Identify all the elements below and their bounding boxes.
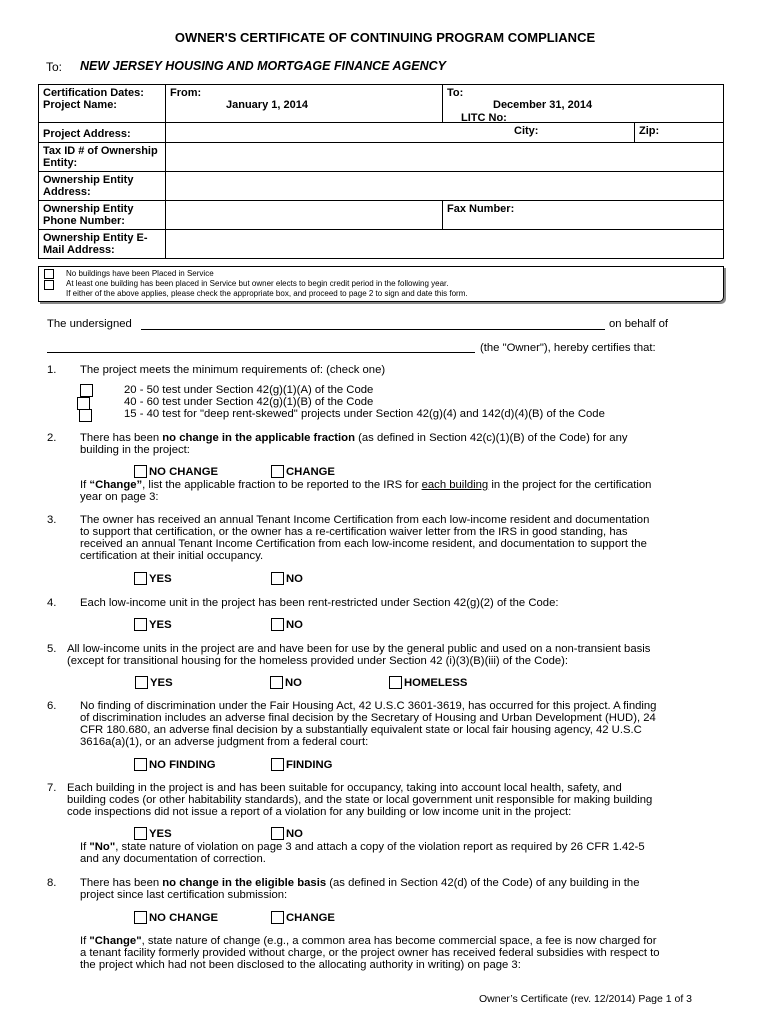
undersigned-label: The undersigned: [47, 318, 132, 330]
item-2-note-post: in the project for the certification: [488, 479, 652, 491]
owner-email-label: Ownership Entity E-Mail Address:: [39, 230, 166, 259]
test-15-40-label: 15 - 40 test for "deep rent-skewed" projects under Section 42(g)(4) and 142(d)(4)(B) of the Code: [124, 408, 605, 420]
basis-change-label: CHANGE: [286, 912, 335, 924]
owner-phone-field[interactable]: [166, 201, 443, 230]
item-5-line-2: (except for transitional housing for the homeless provided under Section 42 (i)(3)(B)(iii) of the Code):: [67, 655, 569, 667]
item-8-note-bold: "Change": [89, 935, 142, 947]
item-2-text: [80, 432, 720, 444]
no-finding-label: NO FINDING: [149, 759, 216, 771]
fraction-no-change-checkbox[interactable]: [134, 465, 147, 478]
item-8-post: (as defined in Section 42(d) of the Code) of any building in the: [326, 877, 640, 889]
from-date-field[interactable]: [166, 85, 443, 123]
rent-restricted-yes-label: YES: [149, 619, 172, 631]
owner-address-label: Ownership Entity Address:: [39, 172, 166, 201]
notice-line-2: At least one building has been placed in Service but owner elects to begin credit period in the following year.: [66, 279, 449, 288]
item-8-number: 8.: [47, 877, 57, 889]
item-2-note-line-2: year on page 3:: [80, 491, 159, 503]
test-15-40-checkbox[interactable]: [79, 409, 92, 422]
item-8-bold: no change in the eligible basis: [162, 877, 327, 889]
item-8-note-if: If: [80, 935, 90, 947]
item-5-line-1: All low-income units in the project are and have been for use by the general public and used on a non-transient basis: [67, 643, 651, 655]
fraction-change-checkbox[interactable]: [271, 465, 284, 478]
item-6-number: 6.: [47, 700, 57, 712]
agency-name: NEW JERSEY HOUSING AND MORTGAGE FINANCE AGENCY: [80, 59, 447, 73]
item-2-note-if: If: [80, 479, 90, 491]
item-8-pre: There has been: [80, 877, 163, 889]
placed-in-service-notice: [38, 266, 724, 302]
fraction-no-change-label: NO CHANGE: [149, 466, 219, 478]
rent-restricted-yes-checkbox[interactable]: [134, 618, 147, 631]
item-6-line-3: CFR 180.680, an adverse final decision by a substantially equivalent state or local fair housing agency, 42 U.S.C: [80, 724, 642, 736]
page-title: OWNER'S CERTIFICATE OF CONTINUING PROGRAM COMPLIANCE: [174, 30, 596, 45]
item-8-note-line-2: a tenant facility formerly provided without charge, or the project owner has received federal subsidies with respect to: [80, 947, 660, 959]
suitable-no-label: NO: [286, 828, 303, 840]
to-date-label: To:: [447, 87, 464, 99]
owner-phone-label: Ownership Entity Phone Number:: [39, 201, 166, 230]
item-8-line-2: project since last certification submission:: [80, 889, 288, 901]
page-footer: Owner’s Certificate (rev. 12/2014) Page 1 of 3: [479, 993, 693, 1005]
item-6-line-2: of discrimination includes an adverse final decision by the Secretary of Housing and Urban Development (HUD), 24: [80, 712, 656, 724]
item-7-line-3: code inspections did not issue a report of a violation for any building or low income unit in the project:: [67, 806, 572, 818]
item-5-number: 5.: [47, 643, 57, 655]
public-use-no-label: NO: [285, 677, 302, 689]
owner-name-line[interactable]: [47, 341, 475, 353]
item-6-line-1: No finding of discrimination under the Fair Housing Act, 42 U.S.C 3601-3619, has occurred for this project. A finding: [80, 700, 657, 712]
public-use-no-checkbox[interactable]: [270, 676, 283, 689]
project-name-label: Project Name:: [43, 99, 117, 111]
rent-restricted-no-checkbox[interactable]: [271, 618, 284, 631]
tax-id-label: Tax ID # of Ownership Entity:: [39, 143, 166, 172]
tic-yes-checkbox[interactable]: [134, 572, 147, 585]
item-8-note: [80, 935, 730, 947]
item-2-post: (as defined in Section 42(c)(1)(B) of the Code) for any: [355, 432, 628, 444]
on-behalf-label: on behalf of: [609, 318, 669, 330]
homeless-checkbox[interactable]: [389, 676, 402, 689]
cert-dates-label: [39, 85, 166, 123]
test-40-60-label: 40 - 60 test under Section 42(g)(1)(B) of the Code: [124, 396, 374, 408]
notice-line-1: No buildings have been Placed in Service: [66, 269, 214, 278]
item-7-note-bold: "No": [89, 841, 116, 853]
city-label: City:: [514, 125, 539, 137]
tic-yes-label: YES: [149, 573, 172, 585]
homeless-label: HOMELESS: [404, 677, 468, 689]
item-7-note-line-2: and any documentation of correction.: [80, 853, 266, 865]
finding-checkbox[interactable]: [271, 758, 284, 771]
suitable-yes-checkbox[interactable]: [134, 827, 147, 840]
item-2-bold: no change in the applicable fraction: [162, 432, 355, 444]
fax-field[interactable]: [443, 201, 724, 230]
item-2-note-bold: “Change”: [89, 479, 143, 491]
item-3-line-3: received an annual Tenant Income Certification from each low-income resident, and documentation to support the: [80, 538, 647, 550]
zip-label: Zip:: [639, 125, 660, 137]
to-date-value: December 31, 2014: [493, 99, 593, 111]
zip-field[interactable]: [635, 123, 724, 143]
project-info-table: [38, 84, 724, 259]
item-7-line-1: Each building in the project is and has been suitable for occupancy, taking into account local health, safety, and: [67, 782, 622, 794]
item-3-line-4: certification at their initial occupancy.: [80, 550, 264, 562]
project-address-label: Project Address:: [39, 123, 166, 143]
fraction-change-label: CHANGE: [286, 466, 335, 478]
test-20-50-checkbox[interactable]: [80, 384, 93, 397]
item-2-pre: There has been: [80, 432, 163, 444]
item-2-note-mid: , list the applicable fraction to be reported to the IRS for: [142, 479, 422, 491]
item-8-text: [80, 877, 720, 889]
item-4-number: 4.: [47, 597, 57, 609]
item-3-line-1: The owner has received an annual Tenant Income Certification from each low-income resident and documentation: [80, 514, 650, 526]
basis-change-checkbox[interactable]: [271, 911, 284, 924]
tic-no-checkbox[interactable]: [271, 572, 284, 585]
undersigned-name-line[interactable]: [141, 318, 605, 330]
owner-certifies-text: (the "Owner"), hereby certifies that:: [480, 342, 656, 354]
item-7-line-2: building codes (or other habitability standards), and the state or local government unit responsible for making building: [67, 794, 653, 806]
city-field[interactable]: [166, 123, 635, 143]
item-8-note-post: , state nature of change (e.g., a common area has become commercial space, a fee is now charged for: [141, 935, 657, 947]
item-2-number: 2.: [47, 432, 57, 444]
public-use-yes-label: YES: [150, 677, 173, 689]
item-1-text: The project meets the minimum requirements of: (check one): [80, 364, 386, 376]
tax-id-field[interactable]: [166, 143, 724, 172]
to-date-field[interactable]: [443, 85, 724, 123]
suitable-no-checkbox[interactable]: [271, 827, 284, 840]
item-6-line-4: 3616a(a)(1), or an adverse judgment from a federal court:: [80, 736, 369, 748]
public-use-yes-checkbox[interactable]: [135, 676, 148, 689]
test-20-50-label: 20 - 50 test under Section 42(g)(1)(A) of the Code: [124, 384, 374, 396]
fax-label: Fax Number:: [447, 203, 515, 215]
tic-no-label: NO: [286, 573, 303, 585]
no-finding-checkbox[interactable]: [134, 758, 147, 771]
credit-period-checkbox[interactable]: [44, 280, 54, 290]
item-2-note: [80, 479, 720, 491]
to-label: To:: [46, 60, 63, 74]
rent-restricted-no-label: NO: [286, 619, 303, 631]
cert-dates-text: Certification Dates:: [43, 87, 144, 99]
item-3-number: 3.: [47, 514, 57, 526]
no-buildings-checkbox[interactable]: [44, 269, 54, 279]
basis-no-change-label: NO CHANGE: [149, 912, 219, 924]
item-7-note-if: If: [80, 841, 90, 853]
item-2-line-2: building in the project:: [80, 444, 190, 456]
basis-no-change-checkbox[interactable]: [134, 911, 147, 924]
item-7-note: [80, 841, 720, 853]
from-date-value: January 1, 2014: [226, 99, 308, 111]
litc-label: LITC No:: [461, 112, 507, 124]
owner-address-field[interactable]: [166, 172, 724, 201]
finding-label: FINDING: [286, 759, 333, 771]
item-1-number: 1.: [47, 364, 57, 376]
suitable-yes-label: YES: [149, 828, 172, 840]
item-7-number: 7.: [47, 782, 57, 794]
item-3-line-2: to support that certification, or the owner has a re-certification waiver letter from the IRS in good standing, has: [80, 526, 628, 538]
item-8-note-line-3: the project which had not been disclosed to the allocating authority in writing) on page 3:: [80, 959, 521, 971]
item-7-note-post: , state nature of violation on page 3 and attach a copy of the violation report as required by 26 CFR 1.42-5: [115, 841, 645, 853]
from-label: From:: [170, 87, 202, 99]
item-4-text: Each low-income unit in the project has been rent-restricted under Section 42(g)(2) of the Code:: [80, 597, 559, 609]
item-2-note-underline: each building: [421, 479, 489, 491]
notice-line-3: If either of the above applies, please check the appropriate box, and proceed to page 2 to sign and date this form.: [66, 289, 468, 298]
owner-email-field[interactable]: [166, 230, 724, 259]
